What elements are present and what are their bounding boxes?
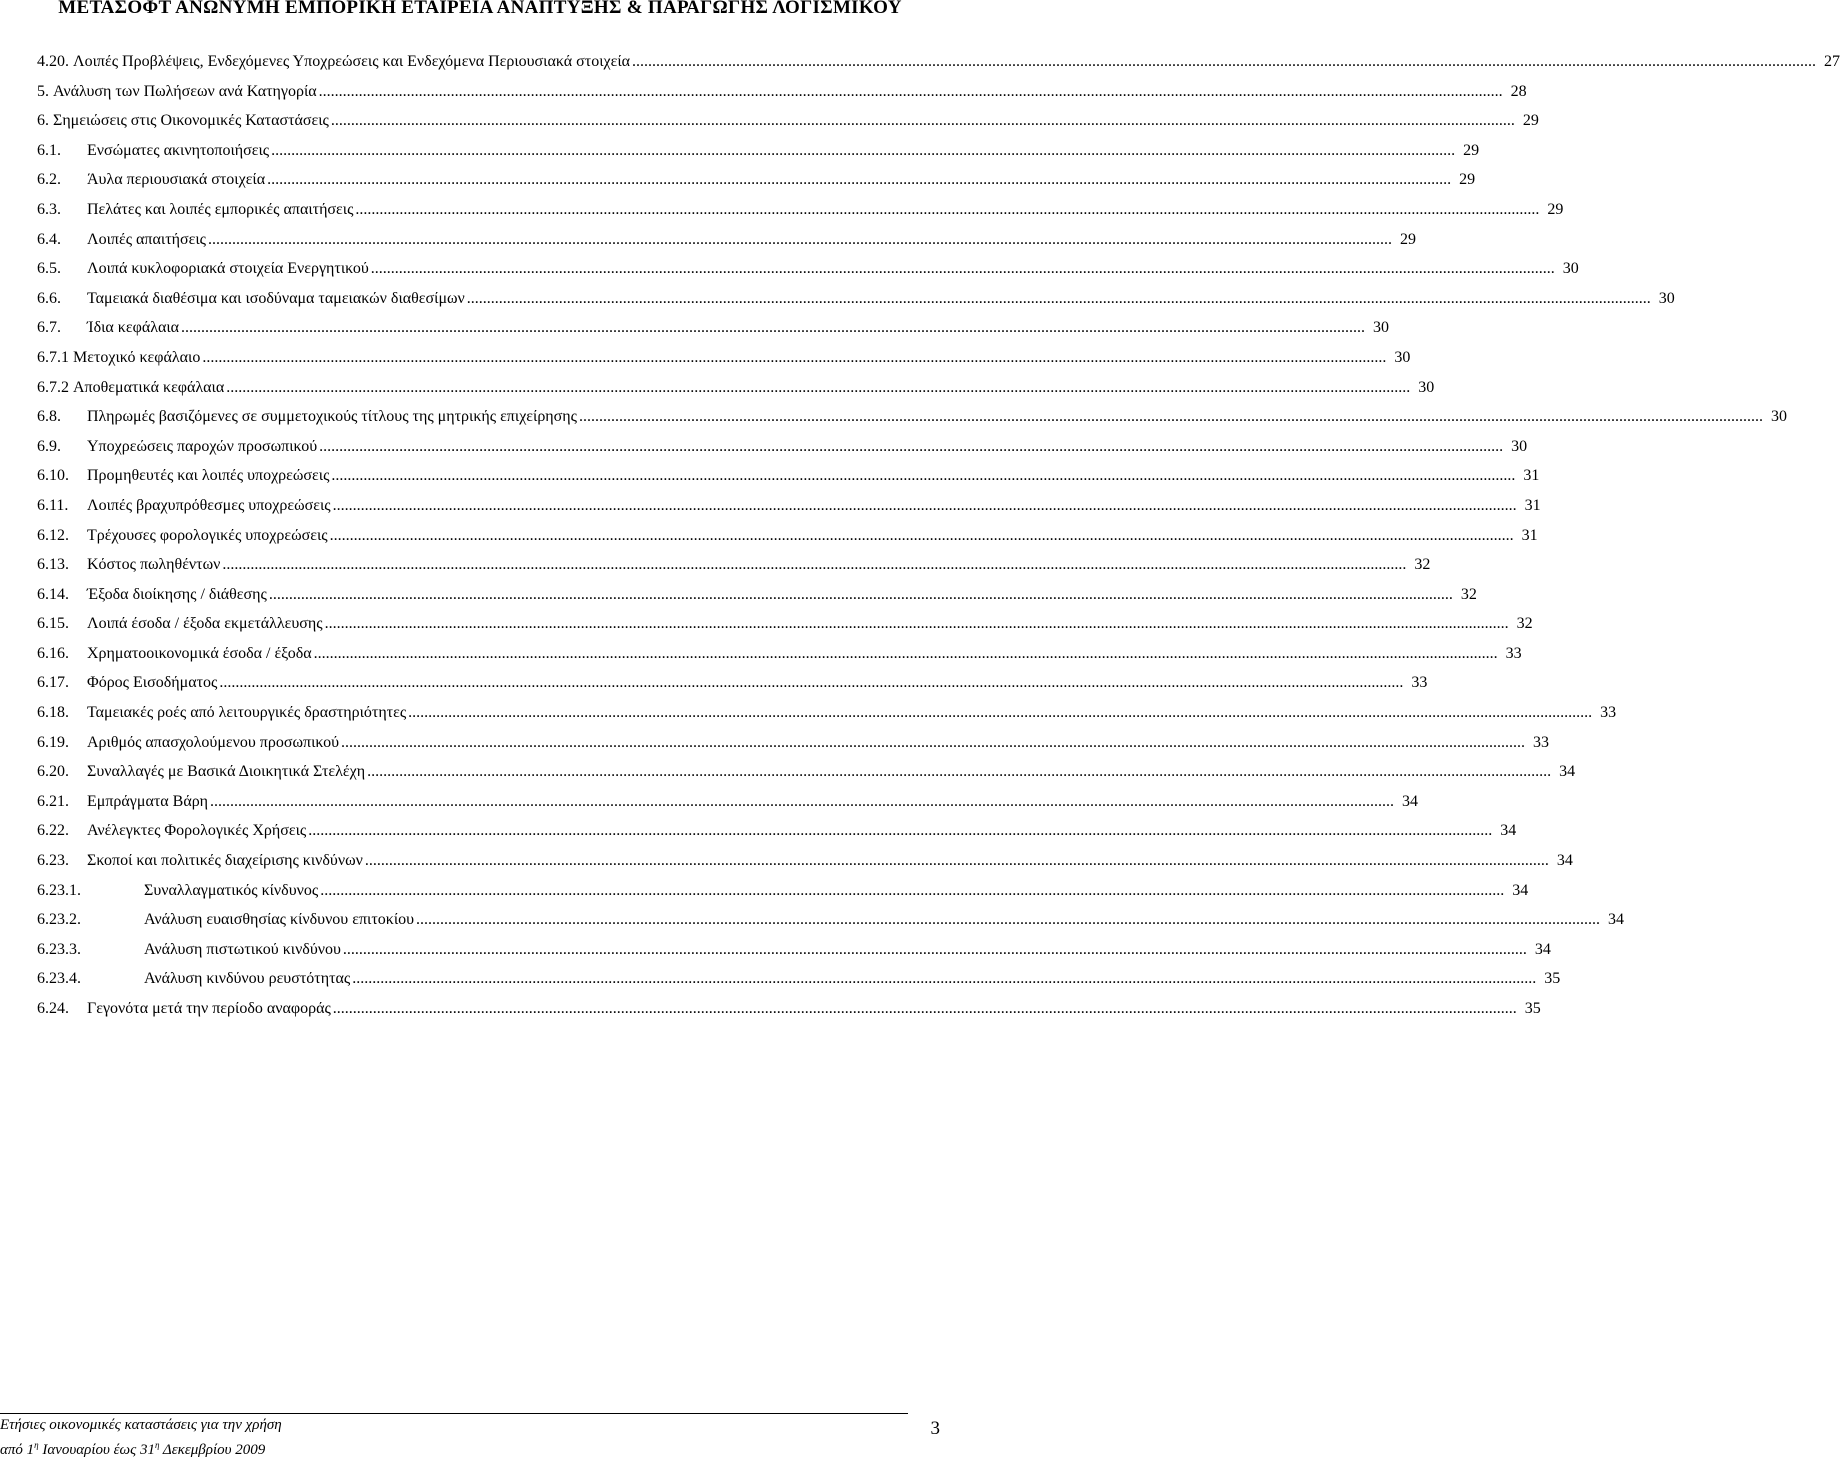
toc-entry-title: Τρέχουσες φορολογικές υποχρεώσεις bbox=[87, 526, 328, 544]
toc-entry-title: Έξοδα διοίκησης / διάθεσης bbox=[87, 585, 267, 603]
toc-entry-title: Ενσώματες ακινητοποιήσεις bbox=[87, 141, 270, 159]
toc-entry[interactable] bbox=[37, 496, 1541, 526]
toc-dot-leader bbox=[367, 762, 1551, 782]
toc-dot-leader bbox=[269, 585, 1453, 605]
toc-entry-page: 29 bbox=[1399, 230, 1416, 248]
toc-entry-page: 27 bbox=[1824, 53, 1840, 70]
toc-entry[interactable] bbox=[37, 762, 1576, 792]
toc-dot-leader bbox=[308, 821, 1492, 841]
toc-dot-leader bbox=[330, 526, 1514, 546]
toc-entry-page: 34 bbox=[1559, 763, 1576, 781]
toc-entry-title: Συναλλαγές με Βασικά Διοικητικά Στελέχη bbox=[87, 763, 366, 781]
footer-period-sup2: η bbox=[154, 1440, 160, 1450]
toc-entry-title: Εμπράγματα Βάρη bbox=[87, 792, 209, 810]
toc-entry-page: 32 bbox=[1460, 585, 1477, 603]
toc-entry-page: 34 bbox=[1500, 822, 1517, 840]
toc-dot-leader bbox=[320, 881, 1504, 901]
toc-entry-number: 6.11. bbox=[37, 496, 69, 514]
toc-entry-title: Ίδια κεφάλαια bbox=[87, 319, 180, 337]
toc-entry[interactable] bbox=[37, 999, 1541, 1029]
toc-entry-title: Λοιπά έσοδα / έξοδα εκμετάλλευσης bbox=[87, 615, 323, 633]
toc-entry-number: 6.22. bbox=[37, 822, 69, 840]
toc-entry-title: Φόρος Εισοδήματος bbox=[87, 674, 218, 692]
toc-entry-page: 31 bbox=[1524, 496, 1541, 514]
toc-entry-page: 30 bbox=[1658, 289, 1675, 307]
toc-entry-page: 35 bbox=[1524, 1000, 1541, 1017]
toc-entry-number: 6.1. bbox=[37, 141, 61, 159]
toc-entry-title: Λοιπές Προβλέψεις, Ενδεχόμενες Υποχρεώσεις και Ενδεχόμενα Περιουσιακά στοιχεία bbox=[73, 53, 631, 70]
toc-entry-number: 6.23.1. bbox=[37, 881, 81, 899]
toc-entry-number: 6.15. bbox=[37, 615, 69, 633]
toc-dot-leader bbox=[181, 318, 1365, 338]
toc-entry-page: 34 bbox=[1556, 852, 1573, 870]
toc-entry-page: 30 bbox=[1418, 378, 1435, 396]
toc-entry[interactable] bbox=[37, 437, 1528, 467]
toc-entry[interactable] bbox=[37, 821, 1517, 851]
toc-entry-number: 6.16. bbox=[37, 644, 69, 662]
toc-entry-page: 33 bbox=[1533, 733, 1550, 751]
toc-entry[interactable] bbox=[37, 52, 1840, 82]
toc-entry-page: 33 bbox=[1600, 704, 1617, 722]
toc-entry-title: Άυλα περιουσιακά στοιχεία bbox=[87, 171, 266, 189]
footer-caption-line1: Ετήσιες οικονομικές καταστάσεις για την χρήση bbox=[0, 1417, 282, 1433]
toc-dot-leader bbox=[365, 851, 1549, 871]
toc-entry-title: Σημειώσεις στις Οικονομικές Καταστάσεις bbox=[53, 112, 329, 130]
document-header bbox=[0, 0, 960, 16]
toc-entry[interactable] bbox=[37, 792, 1419, 822]
toc-entry[interactable] bbox=[37, 940, 1551, 970]
toc-dot-leader bbox=[333, 496, 1517, 516]
toc-entry[interactable] bbox=[37, 526, 1538, 556]
footer-divider bbox=[0, 1413, 908, 1414]
toc-entry[interactable] bbox=[37, 466, 1540, 496]
toc-dot-leader bbox=[267, 170, 1451, 190]
toc-entry-number: 6.18. bbox=[37, 704, 69, 722]
toc-entry-number: 6.23. bbox=[37, 852, 69, 870]
toc-entry-page: 30 bbox=[1394, 348, 1411, 366]
toc-dot-leader bbox=[219, 673, 1403, 693]
toc-entry[interactable] bbox=[37, 289, 1675, 319]
toc-dot-leader bbox=[202, 348, 1386, 368]
toc-entry-title: Πελάτες και λοιπές εμπορικές απαιτήσεις bbox=[87, 200, 354, 218]
toc-entry-title: Μετοχικό κεφάλαιο bbox=[73, 348, 201, 366]
toc-entry-title: Λοιπές απαιτήσεις bbox=[87, 230, 206, 248]
toc-entry-page: 30 bbox=[1562, 260, 1579, 278]
toc-dot-leader bbox=[314, 644, 1498, 664]
toc-dot-leader bbox=[632, 52, 1816, 72]
toc-dot-leader bbox=[333, 999, 1517, 1019]
toc-entry-number: 6.12. bbox=[37, 526, 69, 544]
toc-entry-page: 30 bbox=[1771, 408, 1787, 426]
toc-entry-number: 6.21. bbox=[37, 792, 69, 810]
toc-entry[interactable] bbox=[37, 348, 1411, 378]
toc-entry[interactable] bbox=[37, 585, 1477, 615]
toc-entry-title: Ανέλεγκτες Φορολογικές Χρήσεις bbox=[87, 822, 307, 840]
toc-entry-page: 31 bbox=[1521, 526, 1538, 544]
toc-entry[interactable] bbox=[37, 259, 1579, 289]
toc-dot-leader bbox=[467, 289, 1651, 309]
toc-dot-leader bbox=[579, 407, 1763, 427]
toc-entry[interactable] bbox=[37, 910, 1625, 940]
toc-entry-number: 6.4. bbox=[37, 230, 61, 248]
toc-entry-title: Πληρωμές βασιζόμενες σε συμμετοχικούς τίτλους της μητρικής επιχείρησης bbox=[87, 408, 577, 426]
toc-entry-title: Σκοποί και πολιτικές διαχείρισης κινδύνων bbox=[87, 852, 363, 870]
toc-entry-number: 6.7.1 bbox=[37, 348, 69, 366]
toc-entry-number: 6. bbox=[37, 112, 49, 130]
toc-entry-page: 34 bbox=[1402, 792, 1419, 810]
toc-entry-page: 34 bbox=[1512, 881, 1529, 899]
toc-dot-leader bbox=[319, 437, 1503, 457]
toc-entry[interactable] bbox=[37, 644, 1522, 674]
toc-dot-leader bbox=[355, 200, 1539, 220]
toc-dot-leader bbox=[408, 703, 1592, 723]
toc-entry-page: 34 bbox=[1608, 911, 1625, 929]
toc-entry-page: 29 bbox=[1522, 112, 1539, 130]
footer-period bbox=[0, 1440, 265, 1459]
toc-entry-number: 6.19. bbox=[37, 733, 69, 751]
toc-entry-title: Προμηθευτές και λοιπές υποχρεώσεις bbox=[87, 467, 330, 485]
page-number: 3 bbox=[930, 1418, 940, 1439]
toc-entry[interactable] bbox=[37, 378, 1435, 408]
toc-entry-title: Γεγονότα μετά την περίοδο αναφοράς bbox=[87, 1000, 331, 1017]
toc-entry[interactable] bbox=[37, 170, 1476, 200]
toc-entry-page: 30 bbox=[1511, 437, 1528, 455]
toc-entry-title: Ανάλυση πιστωτικού κινδύνου bbox=[144, 940, 341, 958]
toc-entry[interactable] bbox=[37, 111, 1539, 141]
toc-entry-number: 6.13. bbox=[37, 556, 69, 574]
footer-period-pre: από 1 bbox=[0, 1442, 35, 1458]
toc-entry-number: 6.5. bbox=[37, 260, 61, 278]
toc-entry[interactable] bbox=[37, 555, 1431, 585]
toc-dot-leader bbox=[226, 378, 1410, 398]
toc-entry[interactable] bbox=[37, 318, 1390, 348]
toc-entry-number: 6.23.3. bbox=[37, 940, 81, 958]
toc-entry[interactable] bbox=[37, 703, 1617, 733]
toc-entry[interactable] bbox=[37, 851, 1573, 881]
footer-period-post: Δεκεμβρίου 2009 bbox=[159, 1442, 266, 1458]
toc-entry[interactable] bbox=[37, 82, 1527, 112]
toc-entry-number: 6.14. bbox=[37, 585, 69, 603]
toc-entry[interactable] bbox=[37, 141, 1480, 171]
toc-entry-title: Ανάλυση κινδύνου ρευστότητας bbox=[144, 970, 351, 988]
toc-entry-title: Λοιπές βραχυπρόθεσμες υποχρεώσεις bbox=[87, 496, 331, 514]
toc-entry[interactable] bbox=[37, 200, 1564, 230]
footer-caption bbox=[0, 1417, 282, 1434]
toc-dot-leader bbox=[341, 733, 1525, 753]
toc-entry-title: Υποχρεώσεις παροχών προσωπικού bbox=[87, 437, 318, 455]
toc-entry-number: 5. bbox=[37, 82, 49, 100]
toc-entry-page: 29 bbox=[1459, 171, 1476, 189]
toc-entry[interactable] bbox=[37, 881, 1529, 911]
toc-entry-number: 4.20. bbox=[37, 53, 69, 70]
toc-entry-page: 33 bbox=[1505, 644, 1522, 662]
toc-entry-page: 28 bbox=[1510, 82, 1527, 100]
toc-entry-page: 32 bbox=[1414, 556, 1431, 574]
toc-entry-page: 34 bbox=[1534, 940, 1551, 958]
toc-entry-number: 6.7.2 bbox=[37, 378, 69, 396]
toc-entry-number: 6.3. bbox=[37, 200, 61, 218]
toc-entry-number: 6.20. bbox=[37, 763, 69, 781]
toc-entry-title: Ταμειακά διαθέσιμα και ισοδύναμα ταμειακών διαθεσίμων bbox=[87, 289, 465, 307]
toc-entry-title: Κόστος πωληθέντων bbox=[87, 556, 221, 574]
toc-entry-number: 6.23.2. bbox=[37, 911, 81, 929]
toc-entry-title: Αποθεματικά κεφάλαια bbox=[73, 378, 225, 396]
toc-entry-page: 30 bbox=[1373, 319, 1390, 337]
toc-entry[interactable] bbox=[37, 230, 1416, 260]
toc-entry-number: 6.8. bbox=[37, 408, 61, 426]
toc-entry-number: 6.2. bbox=[37, 171, 61, 189]
toc-entry-title: Συναλλαγματικός κίνδυνος bbox=[144, 881, 319, 899]
toc-dot-leader bbox=[208, 230, 1392, 250]
footer-period-sup1: η bbox=[34, 1440, 39, 1450]
toc-entry-number: 6.10. bbox=[37, 467, 69, 485]
toc-entry-number: 6.24. bbox=[37, 1000, 69, 1017]
toc-entry-page: 35 bbox=[1544, 970, 1561, 988]
toc-entry-title: Αριθμός απασχολούμενου προσωπικού bbox=[87, 733, 340, 751]
toc-entry-title: Ανάλυση ευαισθησίας κίνδυνου επιτοκίου bbox=[144, 911, 415, 929]
toc-dot-leader bbox=[331, 466, 1515, 486]
toc-dot-leader bbox=[319, 82, 1503, 102]
toc-dot-leader bbox=[352, 969, 1536, 989]
toc-dot-leader bbox=[331, 111, 1515, 131]
toc-entry-page: 32 bbox=[1516, 615, 1533, 633]
company-title: ΜΕΤΑΣΟΦΤ ΑΝΩΝΥΜΗ ΕΜΠΟΡΙΚΗ ΕΤΑΙΡΕΙΑ ΑΝΑΠΤΥΞΗΣ & ΠΑΡΑΓΩΓΗΣ ΛΟΓΙΣΜΙΚΟΥ bbox=[58, 0, 902, 18]
table-of-contents bbox=[37, 52, 1840, 1029]
toc-dot-leader bbox=[222, 555, 1406, 575]
toc-entry-number: 6.23.4. bbox=[37, 970, 81, 988]
toc-entry-page: 29 bbox=[1463, 141, 1480, 159]
toc-entry-number: 6.6. bbox=[37, 289, 61, 307]
toc-dot-leader bbox=[371, 259, 1555, 279]
toc-entry[interactable] bbox=[37, 673, 1428, 703]
toc-entry-page: 31 bbox=[1523, 467, 1540, 485]
toc-dot-leader bbox=[416, 910, 1600, 930]
toc-entry-number: 6.9. bbox=[37, 437, 61, 455]
toc-entry-page: 33 bbox=[1411, 674, 1428, 692]
toc-entry-number: 6.17. bbox=[37, 674, 69, 692]
toc-entry-title: Ανάλυση των Πωλήσεων ανά Κατηγορία bbox=[53, 82, 317, 100]
toc-entry-title: Λοιπά κυκλοφοριακά στοιχεία Ενεργητικού bbox=[87, 260, 369, 278]
toc-entry-title: Ταμειακές ροές από λειτουργικές δραστηριότητες bbox=[87, 704, 407, 722]
toc-entry[interactable] bbox=[37, 407, 1787, 437]
toc-dot-leader bbox=[343, 940, 1527, 960]
toc-entry-number: 6.7. bbox=[37, 319, 61, 337]
toc-dot-leader bbox=[325, 614, 1509, 634]
toc-entry[interactable] bbox=[37, 614, 1533, 644]
toc-dot-leader bbox=[271, 141, 1455, 161]
toc-entry-page: 29 bbox=[1547, 200, 1564, 218]
toc-dot-leader bbox=[210, 792, 1394, 812]
toc-entry-title: Χρηματοοικονομικά έσοδα / έξοδα bbox=[87, 644, 312, 662]
toc-entry[interactable] bbox=[37, 969, 1561, 999]
footer-period-mid: Ιανουαρίου έως 31 bbox=[38, 1442, 155, 1458]
toc-entry[interactable] bbox=[37, 733, 1550, 763]
